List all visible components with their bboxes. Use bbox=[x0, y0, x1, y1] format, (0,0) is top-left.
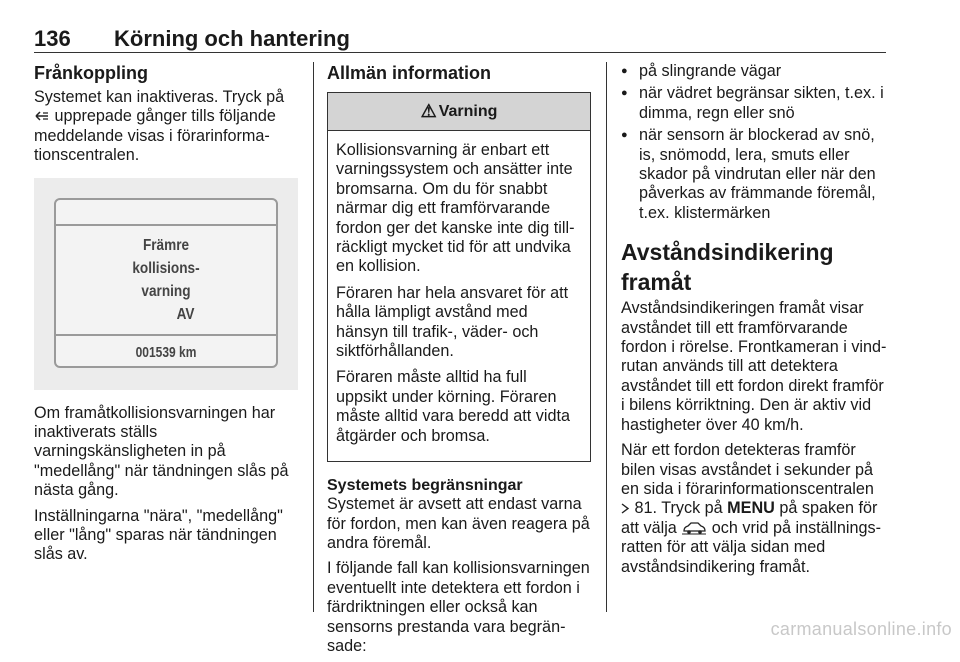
warning-body bbox=[328, 131, 590, 461]
text-run: på spaken för att välja bbox=[621, 499, 878, 537]
warning-paragraph: Kollisionsvarning är enbart ett varningssystem och ansätter inte bromsarna. Om du för snabbt närmar dig ett framförvarande fordon ger det kanske inte dig tillräckligt mycket tid för att undvika en kollision. bbox=[336, 141, 575, 276]
column-middle bbox=[327, 62, 591, 662]
distance-paragraph bbox=[621, 441, 887, 577]
list-item: ● på slingrande vägar bbox=[621, 62, 887, 81]
section-heading-disable: Frånkoppling bbox=[34, 63, 148, 83]
header-divider bbox=[34, 52, 886, 53]
settings-paragraph: Inställningarna "nära", "medellång" eller "lång" sparas när tändningen slås av. bbox=[34, 506, 283, 564]
display-message-line: varning bbox=[141, 282, 191, 300]
column-right bbox=[621, 62, 887, 583]
page-reference-link[interactable]: 81. Tryck på bbox=[634, 499, 723, 518]
sensitivity-paragraph: Om framåtkollisionsvarningen har inaktiverats ställs varningskänsligheten in på "medellång" när tändningen slås på nästa gång. bbox=[34, 403, 289, 500]
limitations-list bbox=[621, 62, 887, 223]
menu-button-label: MENU bbox=[727, 499, 775, 518]
display-message-line: AV bbox=[176, 305, 195, 323]
display-divider bbox=[56, 224, 276, 226]
warning-header bbox=[328, 93, 590, 131]
display-message-line: kollisions- bbox=[132, 259, 200, 277]
page-number: 136 bbox=[34, 26, 71, 51]
limitations-paragraph: I följande fall kan kollisionsvarningen eventuellt inte detektera ett fordon i färdriktningen eller också kan sensorns prestanda vara begränsade: bbox=[327, 559, 590, 655]
warning-paragraph: Föraren måste alltid ha full uppsikt under körning. Föraren måste alltid vara beredd att vidta åtgärder och bromsa. bbox=[336, 368, 570, 445]
chapter-title: Körning och hantering bbox=[114, 26, 350, 51]
instrument-display-illustration bbox=[34, 178, 298, 390]
section-heading-distance-indication: Avståndsindikering framåt bbox=[621, 239, 834, 296]
display-divider bbox=[56, 334, 276, 336]
page-reference-icon bbox=[621, 499, 635, 517]
list-item: ● när vädret begränsar sikten, t.ex. i dimma, regn eller snö bbox=[621, 84, 887, 123]
warning-paragraph: Föraren har hela ansvaret för att hålla lämpligt avstånd med hänsyn till trafik-, väder- och siktförhållanden. bbox=[336, 283, 569, 361]
warning-title: Varning bbox=[438, 102, 498, 120]
page-header bbox=[34, 26, 886, 52]
warning-triangle-icon: ⚠ bbox=[420, 100, 437, 121]
odometer-readout: 001539 km bbox=[135, 343, 197, 361]
display-message-line: Främre bbox=[142, 236, 190, 254]
display-frame bbox=[54, 198, 278, 368]
text-run: upprepade gånger tills följande meddelande visas i förarinformationscentralen. bbox=[34, 107, 276, 165]
column-left bbox=[34, 62, 296, 571]
warning-box bbox=[327, 92, 591, 462]
subsection-heading-limitations: Systemets begränsningar bbox=[327, 477, 523, 495]
list-item: ● när sensorn är blockerad av snö, is, snömodd, lera, smuts eller skador på vindrutan eller när den påverkas av främmande föremål, t.ex. klistermärken bbox=[621, 126, 887, 223]
column-divider bbox=[313, 62, 314, 612]
text-run: När ett fordon detekteras framför bilen visas avståndet i sekunder på en sida i förarinformationscentralen bbox=[621, 441, 874, 498]
section-heading-general: Allmän information bbox=[327, 63, 492, 83]
display-message bbox=[73, 234, 260, 326]
collision-warning-icon bbox=[34, 107, 55, 125]
text-run: och vrid på inställningsratten för att välja sidan med avståndsindikering framåt. bbox=[621, 518, 881, 576]
watermark: carmanualsonline.info bbox=[770, 619, 952, 639]
text-run: Systemet kan inaktiveras. Tryck på bbox=[34, 88, 285, 106]
limitations-paragraph: Systemet är avsett att endast varna för fordon, men kan även reagera på andra föremål. bbox=[327, 495, 590, 552]
disable-paragraph bbox=[34, 88, 296, 166]
vehicle-distance-icon bbox=[681, 519, 712, 537]
column-divider bbox=[606, 62, 607, 612]
distance-paragraph: Avståndsindikeringen framåt visar avståndet till ett framförvarande fordon i rörelse. Frontkameran i vindrutan används till att detektera avståndet till ett fordon direkt framför i bilens körriktning. Den är aktiv vid hastigheter över 40 km/h. bbox=[621, 299, 887, 434]
